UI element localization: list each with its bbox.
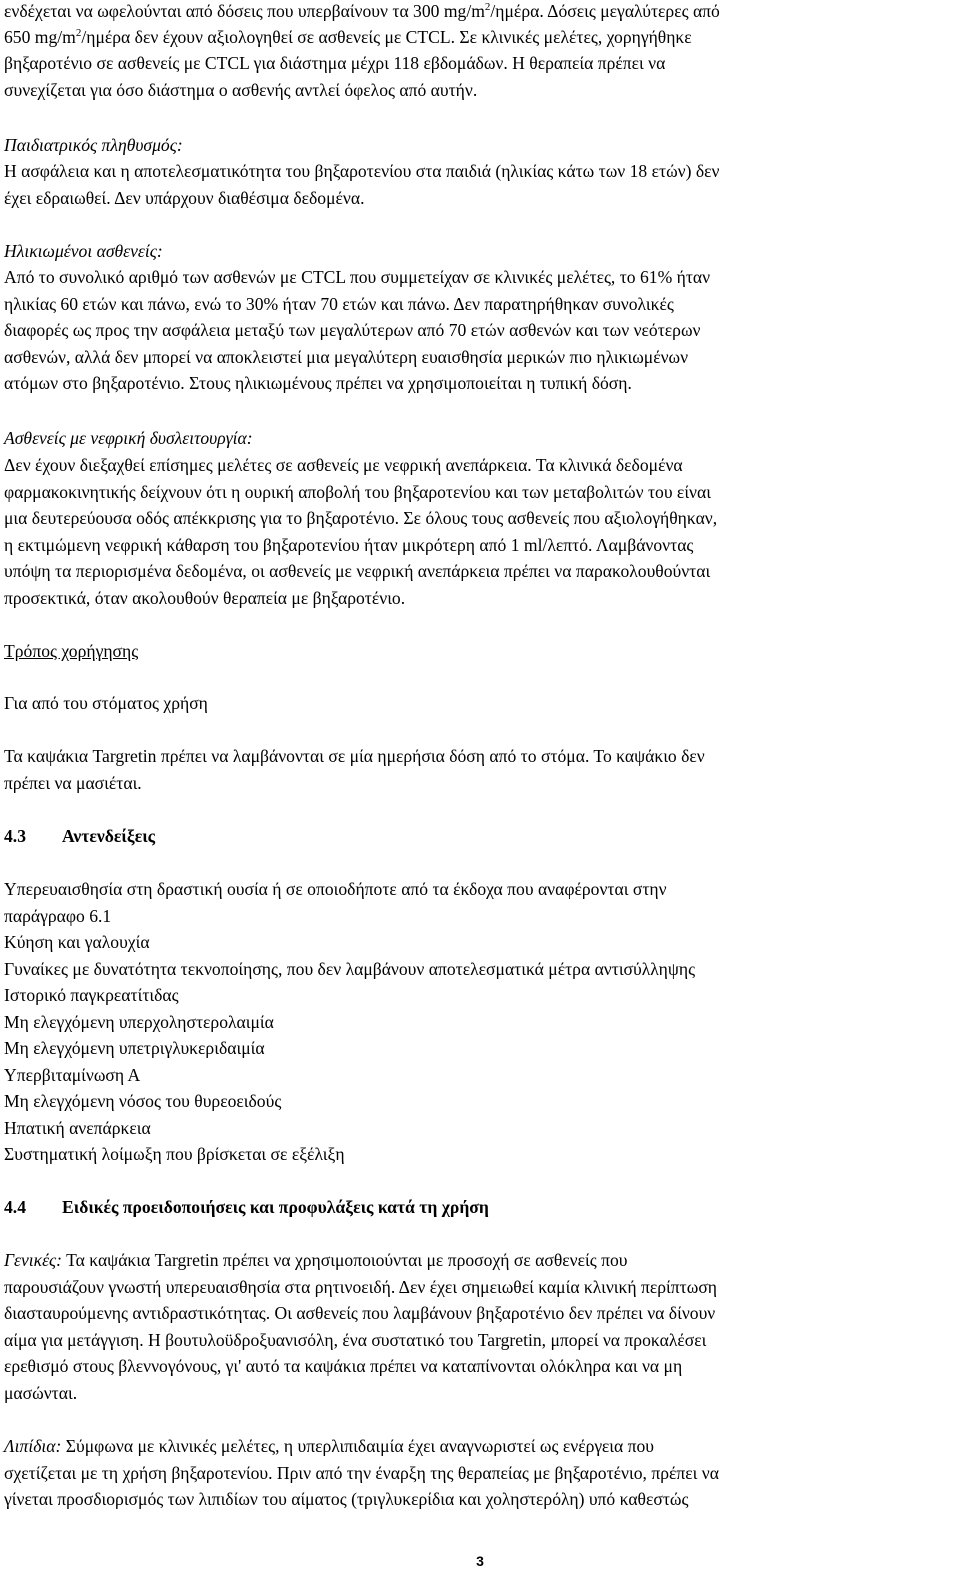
list-item: Μη ελεγχόμενη υπετριγλυκεριδαιμία: [4, 1038, 265, 1058]
list-item: Υπερευαισθησία στη δραστική ουσία ή σε οποιοδήποτε από τα έκδοχα που αναφέρονται στην: [4, 879, 667, 899]
list-item: Ηπατική ανεπάρκεια: [4, 1117, 151, 1138]
paragraph-line: διασταυρούμενης αντιδραστικότητας. Οι ασθενείς που λαμβάνουν βηξαροτένιο δεν πρέπει να δίνουν: [4, 1303, 716, 1323]
paragraph-line: ερεθισμό στους βλεννογόνους, γι' αυτό τα καψάκια πρέπει να καταπίνονται ολόκληρα και να μη: [4, 1356, 683, 1376]
page-number: 3: [476, 1553, 484, 1569]
intro-line-2-tail: /ημέρα δεν έχουν αξιολογηθεί σε ασθενείς με CTCL. Σε κλινικές μελέτες, χορηγήθηκε: [81, 27, 692, 47]
paragraph-line: Από το συνολικό αριθμό των ασθενών με CTCL που συμμετείχαν σε κλινικές μελέτες, το 61% ήταν: [4, 267, 711, 287]
paragraph-line: ασθενών, αλλά δεν μπορεί να αποκλειστεί μια μεγαλύτερη ευαισθησία μερικών πιο ηλικιωμένων: [4, 346, 689, 367]
paragraph-line: φαρμακοκινητικής δείχνουν ότι η ουρική αποβολή του βηξαροτενίου και των μεταβολιτών του είναι: [4, 481, 711, 502]
list-item: Μη ελεγχόμενη υπερχοληστερολαιμία: [4, 1011, 274, 1032]
general-paragraph: [4, 1247, 946, 1406]
intro-line-1: [4, 0, 946, 25]
intro-line-3: βηξαροτένιο σε ασθενείς με CTCL για διάστημα μέχρι 118 εβδομάδων. Η θεραπεία πρέπει να: [4, 53, 666, 73]
paragraph-line: μια δευτερεύουσα οδός απέκκρισης για το βηξαροτένιο. Σε όλους τους ασθενείς που αξιολογήθηκαν,: [4, 508, 718, 528]
general-text: Τα καψάκια Targretin πρέπει να χρησιμοποιούνται με προσοχή σε ασθενείς που: [62, 1250, 628, 1270]
section-number: 4.3: [4, 826, 26, 846]
pediatric-paragraph: [4, 158, 946, 211]
paragraph-line: μασώνται.: [4, 1382, 78, 1403]
list-item: παράγραφο 6.1: [4, 905, 112, 926]
lipids-text: Σύμφωνα με κλινικές μελέτες, η υπερλιπιδαιμία έχει αναγνωριστεί ως ενέργεια που: [61, 1436, 654, 1456]
intro-line-4: συνεχίζεται για όσο διάστημα ο ασθενής αντλεί όφελος από αυτήν.: [4, 80, 478, 100]
paragraph-line: παρουσιάζουν γνωστή υπερευαισθησία στα ρητινοειδή. Δεν έχει σημειωθεί καμία κλινική περίπτωση: [4, 1276, 718, 1297]
section-title: Ειδικές προειδοποιήσεις και προφυλάξεις κατά τη χρήση: [62, 1197, 489, 1217]
elderly-heading: Ηλικιωμένοι ασθενείς:: [4, 241, 163, 261]
section-title: Αντενδείξεις: [62, 826, 156, 846]
list-item: Μη ελεγχόμενη νόσος του θυρεοειδούς: [4, 1091, 282, 1111]
paragraph-line: Δεν έχουν διεξαχθεί επίσημες μελέτες σε ασθενείς με νεφρική ανεπάρκεια. Τα κλινικά δεδομένα: [4, 455, 683, 475]
superscript: 2: [75, 27, 82, 39]
elderly-paragraph: [4, 264, 946, 397]
renal-heading: Ασθενείς με νεφρική δυσλειτουργία:: [4, 428, 253, 448]
superscript: 2: [484, 1, 491, 13]
section-number: 4.4: [4, 1197, 26, 1217]
list-item: Συστηματική λοίμωξη που βρίσκεται σε εξέλιξη: [4, 1144, 345, 1164]
paragraph-line: υπόψη τα περιορισμένα δεδομένα, οι ασθενείς με νεφρική ανεπάρκεια πρέπει να παρακολουθούνται: [4, 561, 711, 581]
intro-line-2-text: 650 mg/m: [4, 27, 76, 47]
administration-paragraph: [4, 743, 946, 796]
section-4-4-heading: [4, 1194, 946, 1221]
list-item: Γυναίκες με δυνατότητα τεκνοποίησης, που δεν λαμβάνουν αποτελεσματικά μέτρα αντισύλληψης: [4, 958, 696, 979]
paragraph-line: ατόμων στο βηξαροτένιο. Στους ηλικιωμένους πρέπει να χρησιμοποιείται η τυπική δόση.: [4, 373, 632, 393]
intro-line-1-text: ενδέχεται να ωφελούνται από δόσεις που υπερβαίνουν τα 300 mg/m: [4, 1, 485, 21]
paragraph-line: πρέπει να μασιέται.: [4, 772, 142, 793]
paragraph-line: Τα καψάκια Targretin πρέπει να λαμβάνονται σε μία ημερήσια δόση από το στόμα. Το καψάκιο δεν: [4, 746, 705, 766]
section-4-3-heading: [4, 823, 946, 850]
list-item: Κύηση και γαλουχία: [4, 932, 150, 952]
renal-paragraph: [4, 452, 946, 611]
general-first-line: [4, 1247, 946, 1274]
paragraph-line: ηλικίας 60 ετών και πάνω, ενώ το 30% ήταν 70 ετών και πάνω. Δεν παρατηρήθηκαν συνολικές: [4, 293, 674, 314]
paragraph-line: έχει εδραιωθεί. Δεν υπάρχουν διαθέσιμα δεδομένα.: [4, 187, 365, 208]
lipids-label: Λιπίδια:: [4, 1436, 62, 1456]
paragraph-line: Η ασφάλεια και η αποτελεσματικότητα του βηξαροτενίου στα παιδιά (ηλικίας κάτω των 18 ετών) δεν: [4, 161, 720, 181]
paragraph-line: διαφορές ως προς την ασφάλεια μεταξύ των μεγαλύτερων από 70 ετών ασθενών και των νεότερων: [4, 320, 701, 340]
general-label: Γενικές:: [4, 1250, 63, 1270]
paragraph-line: προσεκτικά, όταν ακολουθούν θεραπεία με βηξαροτένιο.: [4, 587, 406, 608]
administration-heading-text: Τρόπος χορήγησης: [4, 641, 139, 661]
paragraph-line: αίμα για μετάγγιση. Η βουτυλοϋδροξυανισόλη, ένα συστατικό του Targretin, μπορεί να προκαλέσει: [4, 1329, 707, 1350]
contraindications-list: [4, 876, 946, 1168]
list-item: Υπερβιταμίνωση Α: [4, 1064, 141, 1085]
pediatric-heading: Παιδιατρικός πληθυσμός:: [4, 135, 183, 155]
intro-line-2: [4, 24, 946, 51]
intro-line-1-tail: /ημέρα. Δόσεις μεγαλύτερες από: [490, 1, 720, 21]
administration-heading: [4, 638, 946, 665]
paragraph-line: γίνεται προσδιορισμός των λιπιδίων του αίματος (τριγλυκερίδια και χοληστερόλη) υπό καθεστώς: [4, 1489, 689, 1509]
paragraph-line: σχετίζεται με τη χρήση βηξαροτενίου. Πριν από την έναρξη της θεραπείας με βηξαροτένιο, πρέπει να: [4, 1462, 719, 1483]
oral-use-line: Για από του στόματος χρήση: [4, 693, 208, 713]
lipids-first-line: [4, 1433, 946, 1460]
paragraph-line: η εκτιμώμενη νεφρική κάθαρση του βηξαροτενίου ήταν μικρότερη από 1 ml/λεπτό. Λαμβάνοντας: [4, 534, 694, 555]
lipids-paragraph: [4, 1433, 946, 1513]
list-item: Ιστορικό παγκρεατίτιδας: [4, 985, 179, 1005]
